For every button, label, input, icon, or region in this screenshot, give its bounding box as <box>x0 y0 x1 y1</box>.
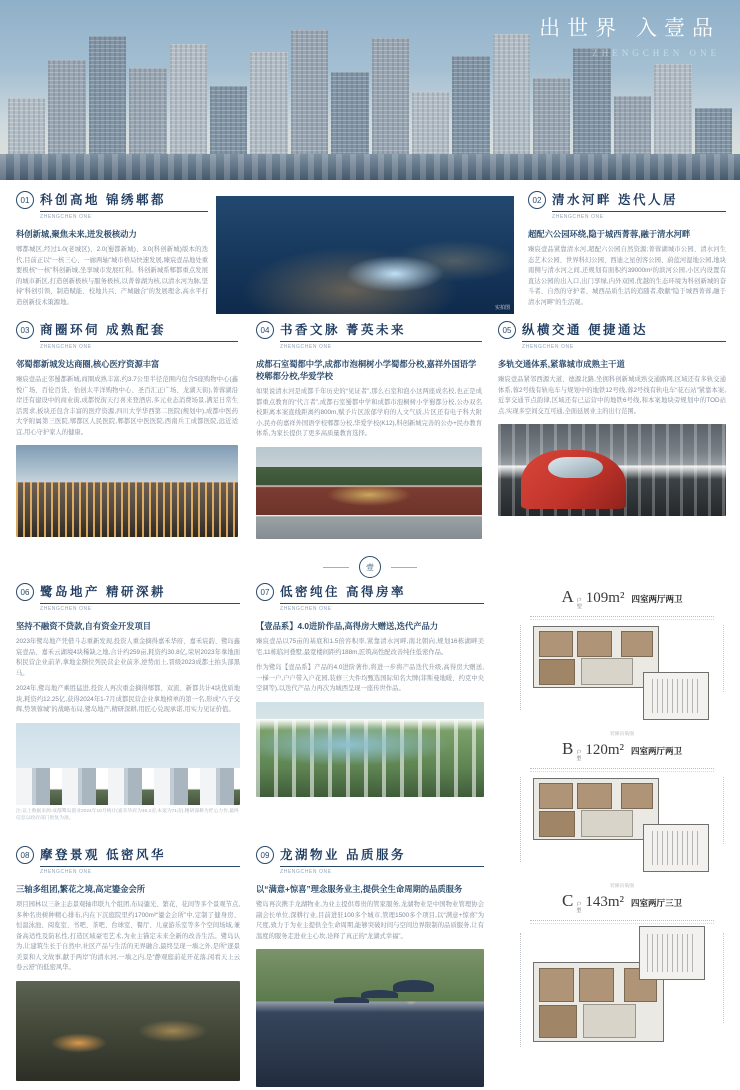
section-headline: 三轴多组团,繁花之境,高定鎏金会所 <box>16 884 146 894</box>
section-paragraph-2: 作为鹭岛【壹品系】产品的4.0进阶著作,将进一步将产品迭代升级,高得房大赠送,一梯一户,户户带入户花园,装修三大件均甄选国际知名大牌(菲斯曼地暖、约克中央空调等),以迭代产品力再次为城西呈现一座传世作品。 <box>256 664 484 693</box>
guard-caps <box>393 980 434 992</box>
mall-dusk-photo <box>16 445 238 537</box>
plan-area: 143m² <box>585 894 624 910</box>
hero-title-block <box>539 12 720 58</box>
section-headline: 以“满意+惊喜”理念服务业主,提供全生命周期的品质服务 <box>256 884 463 894</box>
section-04-header <box>256 320 482 350</box>
section-number-badge: 05 <box>498 321 516 339</box>
plan-letter: B <box>561 739 574 758</box>
section-06-header <box>16 582 240 612</box>
section-09-header <box>256 845 484 875</box>
hero-subtitle: ZHENGCHEN ONE <box>592 48 720 58</box>
section-number-badge: 03 <box>16 321 34 339</box>
section-headline: 多轨交通体系,紧靠城市成熟主干道 <box>498 359 625 369</box>
floor-plan-graphic <box>518 766 726 878</box>
section-03-header <box>16 320 238 350</box>
plan-area: 120m² <box>585 742 624 758</box>
section-headline: 邻蜀都新城发达商圈,核心医疗资源丰富 <box>16 359 160 369</box>
section-number-badge: 07 <box>256 583 274 601</box>
section-body: 郫都城区,经过1.0(老城区)、2.0(蜀都新城)、3.0(科创新城)版本的迭代,目前正以“一核三心、一廊两轴”城市格局快速发展,臻宸壹品地处重要极核“一核”科创新城,坐享城市发展红利。科创新城系郫都重点发展的城市新区,打造创新极核与服务极核,以菁蓉湖为核,以清水河为脉,坚持“科创引领、制造赋能、校地共兴、产城融合”的发展理念,高水平打造创新技术策源地。 <box>16 246 208 306</box>
section-02-header <box>528 190 726 220</box>
section-divider <box>0 556 740 578</box>
floor-plans-column <box>518 585 726 1068</box>
floor-plan-b-label <box>518 739 726 762</box>
plan-rooms: 四室两厅两卫 <box>631 746 683 756</box>
section-number-badge: 02 <box>528 191 546 209</box>
plan-rooms: 四室两厅三卫 <box>631 898 683 908</box>
section-03 <box>16 320 238 537</box>
floor-plan-graphic <box>518 614 726 726</box>
section-headline: 坚持不融资不贷款,自有资金开发项目 <box>16 621 152 631</box>
section-title: 纵横交通 便捷通达 <box>522 320 726 342</box>
section-paragraph-1: 2023年鹭岛地产凭借斗志重新发现,投资人重金摘得嘉禾华府、嘉禾宸韵、鹭岛鑫宸壹品、嘉禾云湖境4块稀缺之地,合计约259亩,耗资约30.8亿,荣居2023年拿地面积民营企业前茅,拿地金额位列民营企业前茅,逆势而上,晋级2023成都土拍头部黑马。 <box>16 638 240 677</box>
section-01 <box>16 190 208 308</box>
section-number-badge: 04 <box>256 321 274 339</box>
section-body: 如果说清水河是成都千年历史的“见证者”,那么石室和泡小这两座成名校,也正是成都重点教育的“代言者”,成都石室蜀都中学和成都市泡桐树小学蜀都分校,公办双名校距离本案直线距离约800m,赋予片区浓郁学府的人文气质,片区还有电子科大附小,民办的嘉祥外国语学校郫都分校,华爱学校(K12),科创新城完善的公办+民办教育体系,为家长提供了更多高质量教育选择。 <box>256 388 482 438</box>
section-07 <box>256 582 484 797</box>
section-05-header <box>498 320 726 350</box>
section-02 <box>528 190 726 308</box>
photo-caption: 实拍图 <box>494 305 510 311</box>
section-09 <box>256 845 484 1087</box>
garden-evening-photo <box>16 981 240 1081</box>
section-title: 龙湖物业 品质服务 <box>280 845 484 867</box>
section-title: 摩登景观 低密风华 <box>40 845 240 867</box>
security-guards-photo <box>256 949 484 1087</box>
section-07-header <box>256 582 484 612</box>
section-04 <box>256 320 482 539</box>
section-subtitle: ZHENGCHEN ONE <box>40 214 92 220</box>
hero-title: 出世界 入壹品 <box>539 17 720 40</box>
floor-plan-a <box>518 587 726 737</box>
section-06 <box>16 582 240 822</box>
section-subtitle: ZHENGCHEN ONE <box>280 606 332 612</box>
floor-plan-c <box>518 891 726 1068</box>
section-08-header <box>16 845 240 875</box>
plan-rooms: 四室两厅两卫 <box>631 594 683 604</box>
section-headline: 科创新城,聚焦未来,迸发极核动力 <box>16 229 137 239</box>
section-number-badge: 06 <box>16 583 34 601</box>
plan-letter: A <box>561 587 574 606</box>
section-number-badge: 09 <box>256 846 274 864</box>
hero-photo <box>0 0 740 180</box>
section-body: 项目园林以三条主态景观轴串联九个组团,布局鎏光、繁花、花间等多个景观节点,多种名贵树种精心排布,内在下沉庭院里约1700m²“鎏金会所”中,定制了健身房、恒温泳池、阅览室、书吧、茶吧、台球室、餐厅、儿童游乐室等多个空间场域,兼备高适性及防私性,打造区域豪宅艺术,为业主锚定未来全新的改善生活。鹭岛认为,让建筑生长于自然中,社区产品与生活的无界融合,最终呈现一墙之外,是所“逐景美景和人文故事,献于两岸”的清水河,一墙之内,是“静观庭前花开花落,闲看天上云卷云舒”的低密风华。 <box>16 901 240 972</box>
section-headline: 超配六公园环绕,隐于城西菁蓉,融于清水河畔 <box>528 229 691 239</box>
section-body: 臻宸壹品紧邻西源大道、德源北路,坐拥科创新城成熟交通路网,区域还有多轨交通体系,蓉2号线有轨电车与规划中的地铁12号线,蓉2号线有轨电车“花石站”紧靠本案,近享交通节点韵律,区域还有已运营中的地铁6号线,和本案地块旁规划中的TOD站点,实现多空间交互可通,全面延展业主的出行范围。 <box>498 376 726 415</box>
section-title: 鹭岛地产 精研深耕 <box>40 582 240 604</box>
section-title: 科创高地 锦绣郫都 <box>40 190 208 212</box>
section-paragraph-1: 臻宸壹品以75亩的基底和1.5倍容积率,紧靠清水河畔,南北朝向,规划16栋湖畔美宅,11栋临河叠墅,最宽楼间距约188m,匠筑高性配改善纯住低密作品。 <box>256 638 484 656</box>
river-water <box>0 154 740 180</box>
school-gate-photo <box>256 447 482 539</box>
floor-plan-graphic <box>518 918 726 1068</box>
data-source-note: 注:以上数据来源:成都鹭岛置业2024年10月统计(嘉禾华府为46.2亩,本案为71亩),精研深耕为匠心力作,最终信息以政府部门批复为准。 <box>16 809 239 822</box>
plan-area: 109m² <box>585 590 625 606</box>
section-title: 商圈环伺 成熟配套 <box>40 320 238 342</box>
section-title: 低密纯住 高得房率 <box>280 582 484 604</box>
floor-plan-c-label <box>518 891 726 914</box>
plan-type-label: 户型 <box>576 598 582 610</box>
section-body: 臻宸壹品正邻蜀都新城,商圈成熟丰富,约3.7公里半径范围内包含5座购物中心(鑫悦广场、百伦百货、怡创太平洋购物中心、圣百汇正广场、龙湖天街),菁蓉湖沿岸还有建设中的商业街,成都悦街天行喜来登酒店,多元业态消费场景,满足日常生活需求,板块还包含丰富的医疗资源,四川大学华西第二医院(规划中),成都中医药大学附属第三医院,郫都区人民医院,郫都区中医医院,西南兵工成都医院,远近适宜,用心守护家人的健康。 <box>16 376 238 436</box>
section-subtitle: ZHENGCHEN ONE <box>280 869 332 875</box>
section-subtitle: ZHENGCHEN ONE <box>522 344 574 350</box>
section-subtitle: ZHENGCHEN ONE <box>552 214 604 220</box>
tram-windshield <box>548 457 603 477</box>
section-subtitle: ZHENGCHEN ONE <box>40 344 92 350</box>
plan-caption: 装修渲染图 <box>610 732 634 737</box>
section-paragraph-2: 2024年,鹭岛地产乘胜猛进,投资人再次重金摘得郫都、双流、新都共计4块优质地块,耗资约12.25亿,获得2024年1-7月成都民营企业拿地榜单的第一名,形成“八子交辉,势领蓉城”的战略布局,鹭岛地产,精研深耕,用匠心兑现承诺,用实力见证价值。 <box>16 685 240 714</box>
section-title: 书香文脉 菁英未来 <box>280 320 482 342</box>
towers-render-photo <box>16 723 240 805</box>
section-title: 清水河畔 迭代人居 <box>552 190 726 212</box>
plan-type-label: 户型 <box>576 750 582 762</box>
section-08 <box>16 845 240 1081</box>
section-number-badge: 01 <box>16 191 34 209</box>
section-05 <box>498 320 726 516</box>
floor-plan-b <box>518 739 726 889</box>
floor-plan-a-label <box>518 587 726 610</box>
section-subtitle: ZHENGCHEN ONE <box>280 344 332 350</box>
plan-letter: C <box>561 891 574 910</box>
aerial-night-photo <box>216 196 514 314</box>
section-body: 鹭岛再次携手龙湖物业,为业主提供尊贵的管家服务,龙湖物业是中国物业管理协会副会长单位,深耕行业,目前进驻100多个城市,管理1500多个项目,以“满意+惊喜”为尺度,致力于为业主提供全生命周期,能够突破时间与空间边界限制的品质服务,让有温度的服务走进业主心坎,诠释了真正的“龙湖式幸福”。 <box>256 901 484 940</box>
section-headline: 成都石室蜀都中学,成都市泡桐树小学蜀都分校,嘉祥外国语学校郫都分校,华爱学校 <box>256 359 477 382</box>
section-subtitle: ZHENGCHEN ONE <box>40 869 92 875</box>
brand-badge-icon: 壹 <box>359 556 381 578</box>
section-01-header <box>16 190 208 220</box>
section-number-badge: 08 <box>16 846 34 864</box>
aerial-green-render-photo <box>256 702 484 797</box>
plan-type-label: 户型 <box>576 902 582 914</box>
plan-caption: 装修渲染图 <box>610 884 634 889</box>
section-headline: 【壹品系】4.0进阶作品,高得房大赠送,迭代产品力 <box>256 621 439 631</box>
tram-photo <box>498 424 726 516</box>
section-body: 臻宸壹品紧靠清水河,超配六公园自然资源;菁蓉湖城市公园、清水河生态艺术公园、世界科幻公园、西迪之星创客公园、蔚蓝河湿地公园,地块南侧与清水河之间,还规划有面积约39000m²的滨河公园,小区内设置有直达公园的出入口,出门享绿,内外双园,优越的生态环境为科创新城的奋斗者、自然的守护者、城西品质生活的追随者,敬献“隐于城西菁蓉,融于清水河畔”的生活观。 <box>528 246 726 306</box>
section-subtitle: ZHENGCHEN ONE <box>40 606 92 612</box>
